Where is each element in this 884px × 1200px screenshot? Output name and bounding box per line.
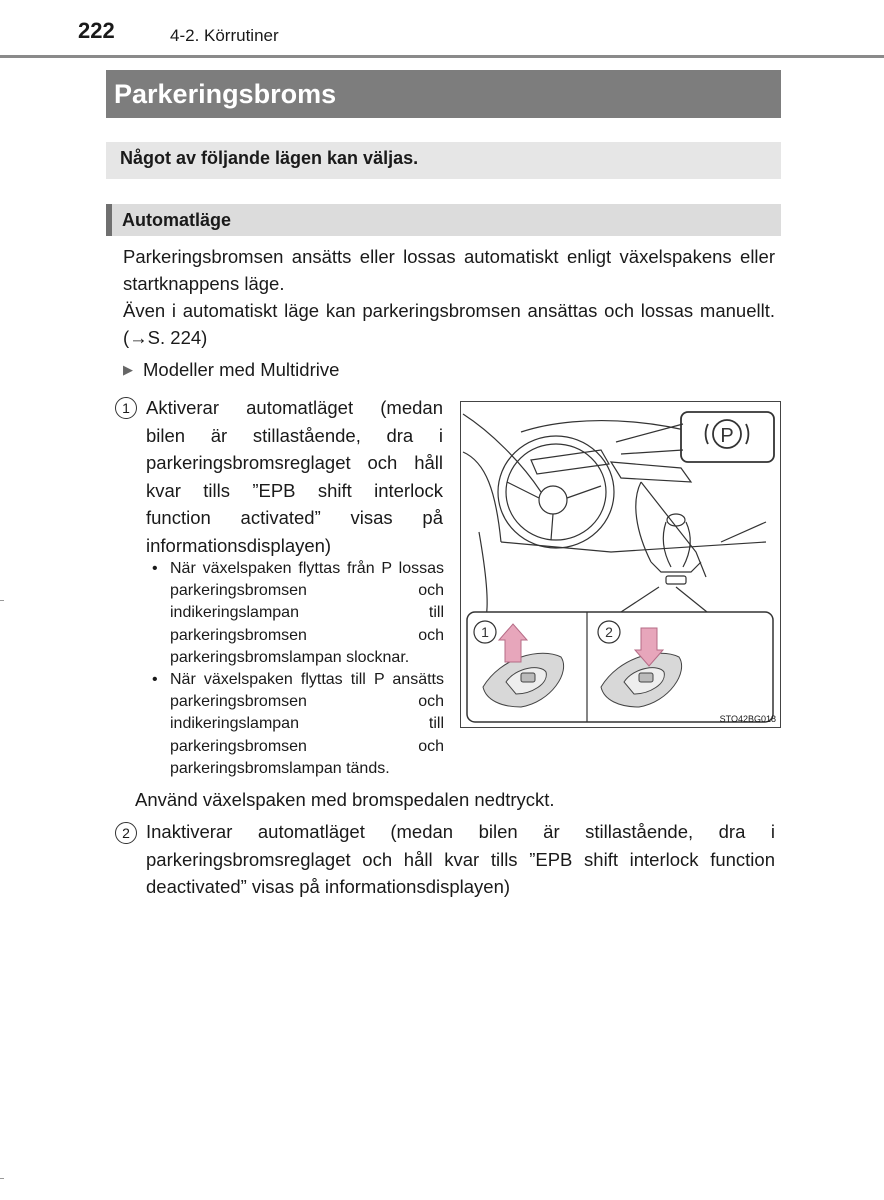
step-1-bullets xyxy=(152,558,444,780)
bullet-item: • När växelspaken flyttas till P ansätts parkeringsbromsen och indikeringslampan till parkeringsbromsen och parkeringsbromslampan tänds. xyxy=(152,669,444,780)
page-title: Parkeringsbroms xyxy=(106,70,781,118)
svg-text:1: 1 xyxy=(481,624,489,640)
section-reference: 4-2. Körrutiner xyxy=(170,26,279,45)
step-2-number: 2 xyxy=(115,822,137,844)
parking-brake-figure xyxy=(460,401,781,728)
intro-box: Något av följande lägen kan väljas. xyxy=(106,142,781,179)
figure-code: STO42BG018 xyxy=(719,714,776,724)
page-number: 222 xyxy=(78,18,115,43)
step-2-text: Inaktiverar automatläget (medan bilen är stillastående, dra i parkeringsbromsreglaget och håll kvar tills ”EPB shift interlock function deactivated” visas på informationsdisplayen) xyxy=(146,821,775,897)
model-note-text: Modeller med Multidrive xyxy=(143,359,340,380)
step-1-text: Aktiverar automatläget (medan bilen är stillastående, dra i parkeringsbromsreglaget och håll kvar tills ”EPB shift interlock function activated” visas på informationsdisplayen) xyxy=(146,397,443,556)
paragraph-manual: Även i automatiskt läge kan parkeringsbromsen ansättas och lossas manuellt. (→S. 224) xyxy=(123,300,775,348)
svg-text:2: 2 xyxy=(605,624,613,640)
paragraph-automatic: Parkeringsbromsen ansätts eller lossas automatiskt enligt växelspakens eller startknappens läge. xyxy=(123,246,775,294)
bullet-item: • När växelspaken flyttas från P lossas parkeringsbromsen och indikeringslampan till parkeringsbromsen och parkeringsbromslampan slocknar. xyxy=(152,558,444,669)
p-symbol: P xyxy=(720,425,734,447)
figure-drawing xyxy=(461,402,780,727)
step-1-footer: Använd växelspaken med bromspedalen nedtryckt. xyxy=(135,789,555,810)
margin-mark xyxy=(0,600,4,601)
triangle-bullet-icon: ▶ xyxy=(123,362,133,377)
subsection-title: Automatläge xyxy=(106,204,781,236)
model-note xyxy=(123,359,339,381)
step-1-number: 1 xyxy=(115,397,137,419)
header-rule xyxy=(0,55,884,58)
margin-mark xyxy=(0,1178,4,1179)
